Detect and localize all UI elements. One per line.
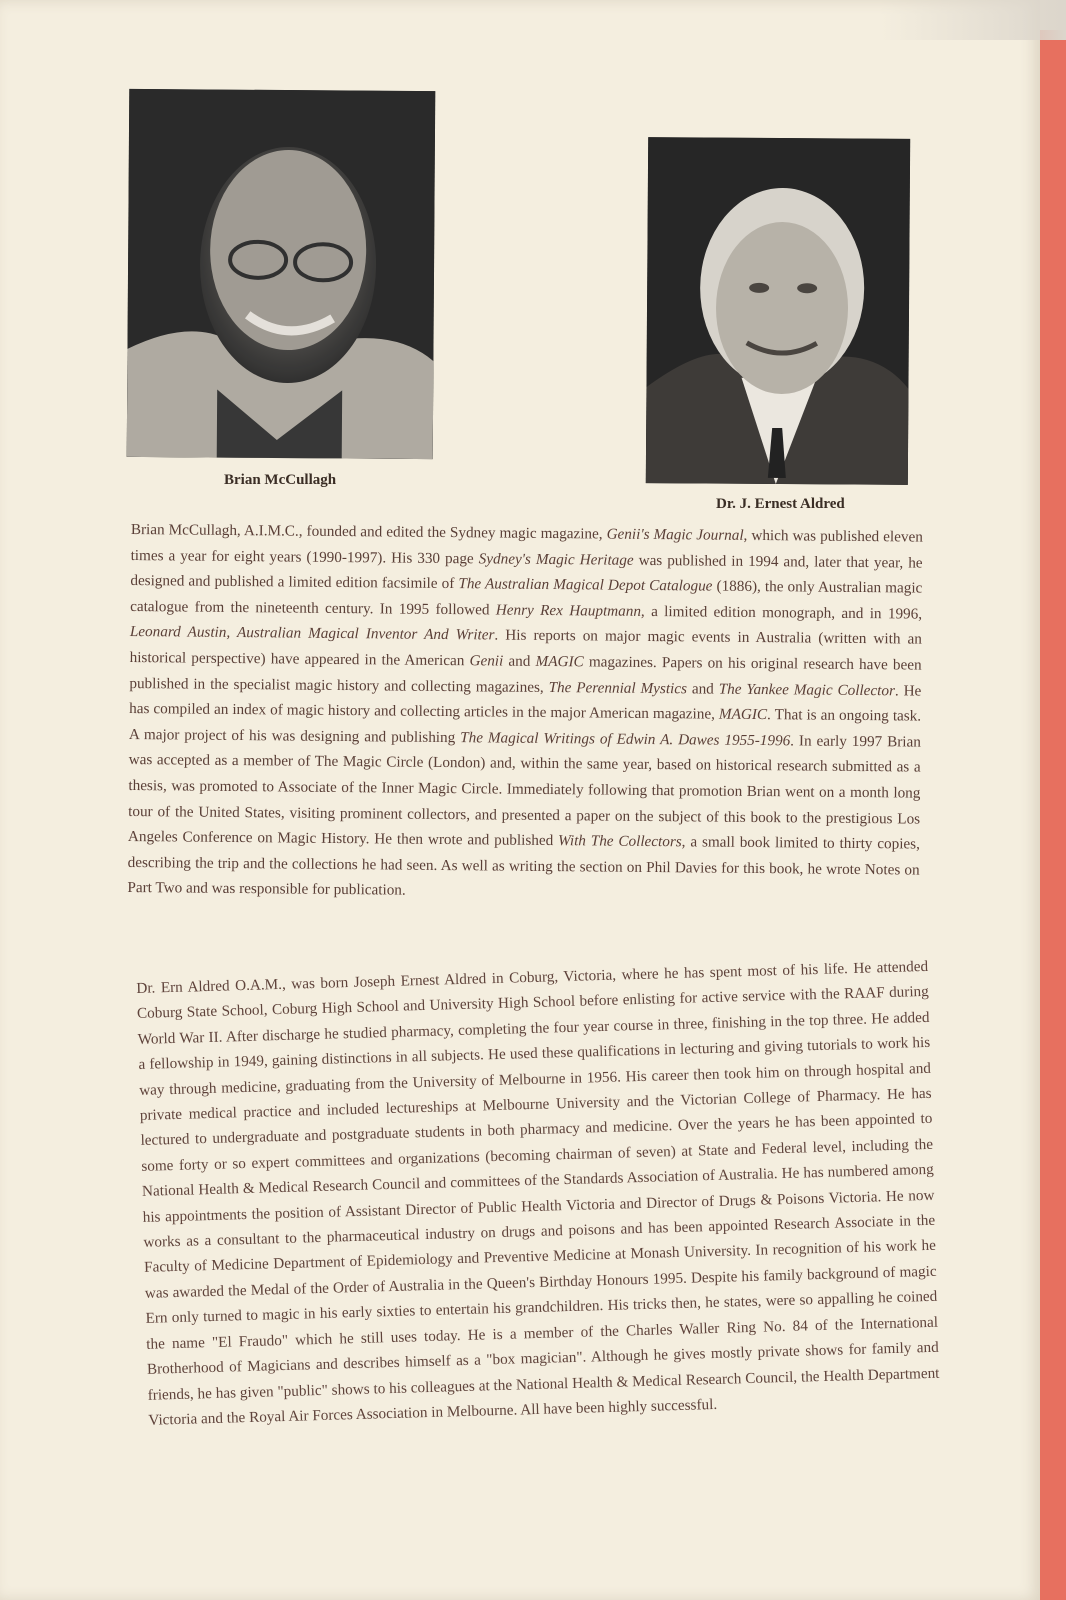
biography-text: Brian McCullagh, A.I.M.C., founded and edited the Sydney magic magazine,	[130, 520, 607, 543]
book-title-text: With The Collectors	[558, 832, 682, 851]
biography-text: . He has compiled an index of magic history and collecting articles in the major American magazine,	[129, 681, 922, 723]
biography-text: . His reports on major magic events in Australia (written with an historical perspective) have appeared in the American	[129, 626, 922, 670]
book-title-text: Sydney's Magic Heritage	[478, 549, 634, 569]
portrait-photo-brian-mccullagh	[127, 89, 436, 459]
background-shadow	[880, 0, 1066, 40]
biography-text: . That is an ongoing task. A major project of his was designing and publishing	[128, 706, 922, 746]
biography-text: , which was published eleven times a year for eight years (1990-1997). His 330 page	[130, 526, 923, 567]
biography-text: , a limited edition monograph, and in 1996,	[640, 602, 923, 623]
biography-text: (1886), the only Australian magic catalogue from the nineteenth century. In 1995 followed	[130, 577, 923, 619]
biography-text: , a small book limited to thirty copies, describing the trip and the collections he had seen. As well as writing the section on Phil Davies for this book, he wrote Notes on Part Two and was responsible for publication.	[127, 833, 920, 899]
book-title-text: Genii	[469, 652, 504, 670]
book-title-text: Genii's Magic Journal	[606, 525, 744, 544]
biography-brian-mccullagh	[127, 517, 923, 908]
book-title-text: The Yankee Magic Collector	[718, 680, 895, 699]
biography-text: . In early 1997 Brian was accepted as a member of The Magic Circle (London) and, within the same year, based on historical research submitted as a thesis, was promoted to Associate of the Inner Magic Circle. Immediately following that promotion Brian went on a month long tour of the United States, visiting prominent collectors, and presented a paper on the subject of this book to the prestigious Los Angeles Conference on Magic History. He then wrote and published	[127, 732, 921, 850]
biography-text: was published in 1994 and, later that year, he designed and published a limited edition facsimile of	[130, 551, 923, 593]
portrait-photo-ernest-aldred	[646, 137, 910, 485]
book-title-text: The Perennial Mystics	[548, 678, 688, 697]
red-cover-edge	[1040, 30, 1066, 1600]
book-title-text: Henry Rex Hauptmann	[495, 601, 642, 620]
biography-text: magazines. Papers on his original research have been published in the specialist magic history and collecting magazines,	[129, 653, 922, 696]
book-title-text: MAGIC	[718, 705, 768, 724]
caption-brian-mccullagh: Brian McCullagh	[224, 472, 337, 488]
book-title-text: MAGIC	[535, 652, 584, 671]
book-title-text: Leonard Austin, Australian Magical Inventor And Writer	[129, 623, 495, 644]
book-title-text: The Magical Writings of Edwin A. Dawes 1955-1996	[460, 728, 791, 750]
biography-text: and	[686, 679, 719, 698]
biography-ernest-aldred: Dr. Ern Aldred O.A.M., was born Joseph Ernest Aldred in Coburg, Victoria, where he has spent most of his life. He attended Coburg State School, Coburg High School and University High School before enlisting for active service with the RAAF during World War II. After discharge he studied pharmacy, completing the four year course in three, finishing in the top three. He added a fellowship in 1949, gaining distinctions in all subjects. He used these qualifications in lecturing and giving tutorials to work his way through medicine, graduating from the University of Melbourne in 1956. His career then took him on through hospital and private medical practice and included lectureships at Melbourne University and the Victorian College of Pharmacy. He has lectured to undergraduate and postgraduate students in both pharmacy and medicine. Over the years he has been appointed to some forty or so expert committees and organizations (becoming chairman of seven) at State and Federal level, including the National Health & Medical Research Council and committees of the Standards Association of Australia. He has numbered among his appointments the position of Assistant Director of Public Health Victoria and Director of Drugs & Poisons Victoria. He now works as a consultant to the pharmaceutical industry on drugs and poisons and has been appointed Research Associate in the Faculty of Medicine Department of Epidemiology and Preventive Medicine at Monash University. In recognition of his work he was awarded the Medal of the Order of Australia in the Queen's Birthday Honours 1995. Despite his family background of magic Ern only turned to magic in his early sixties to entertain his grandchildren. His tricks then, he states, were so appalling he coined the name "El Fraudo" which he still uses today. He is a member of the Charles Waller Ring No. 84 of the International Brotherhood of Magicians and describes himself as a "box magician". Although he gives mostly private shows for family and friends, he has given "public" shows to his colleagues at the National Health & Medical Research Council, the Health Department Victoria and the Royal Air Forces Association in Melbourne. All have been highly successful.	[136, 957, 940, 1429]
book-title-text: The Australian Magical Depot Catalogue	[458, 575, 713, 595]
biography-text: and	[503, 652, 536, 670]
caption-ernest-aldred: Dr. J. Ernest Aldred	[716, 496, 845, 512]
